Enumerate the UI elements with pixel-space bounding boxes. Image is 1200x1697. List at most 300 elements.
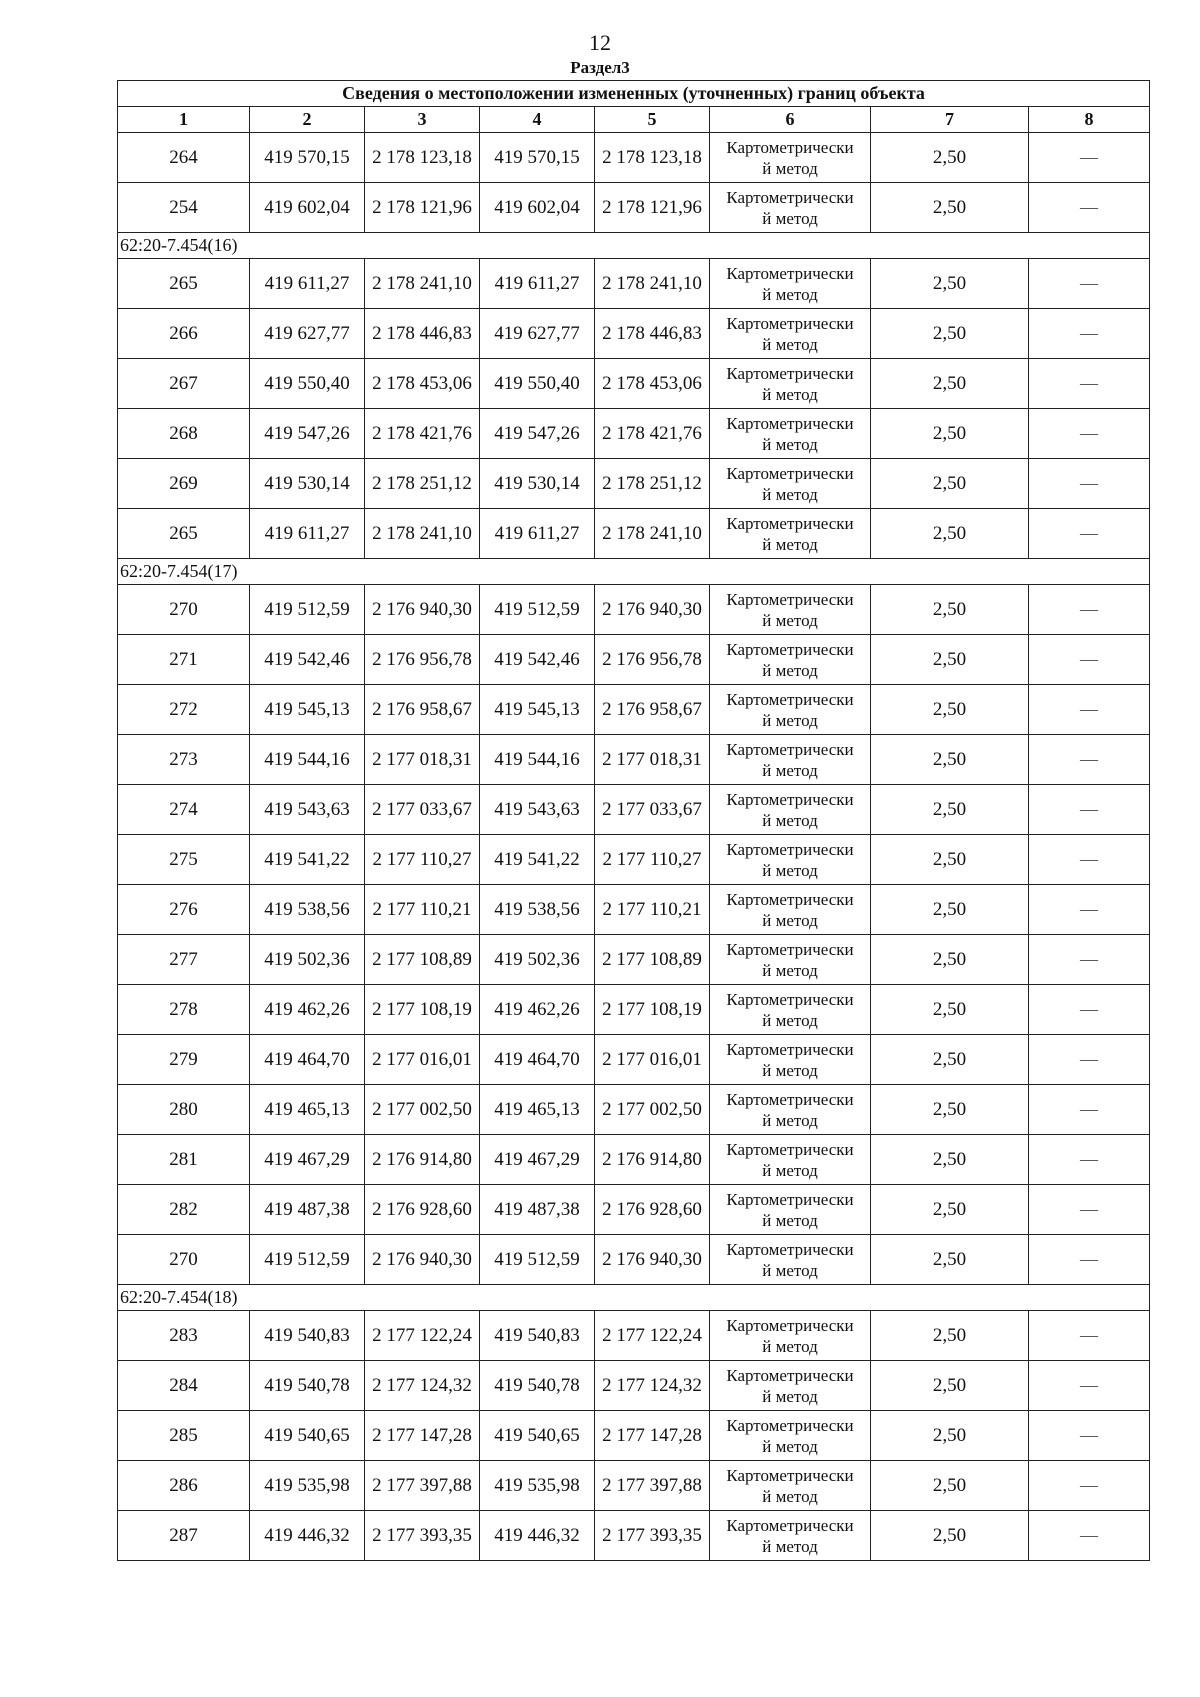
coordinate-cell: 419 611,27 bbox=[480, 259, 595, 309]
point-number-cell: 286 bbox=[118, 1461, 250, 1511]
coordinate-cell: 2 176 956,78 bbox=[365, 635, 480, 685]
method-line-2: й метод bbox=[762, 1486, 818, 1506]
method-line-2: й метод bbox=[762, 1160, 818, 1180]
accuracy-cell: 2,50 bbox=[871, 685, 1029, 735]
table-row bbox=[118, 985, 1150, 1035]
coordinate-cell: 2 177 397,88 bbox=[365, 1461, 480, 1511]
method-line-1: Картометрически bbox=[726, 1515, 854, 1535]
coordinate-cell: 419 487,38 bbox=[250, 1185, 365, 1235]
coordinate-cell: 2 176 958,67 bbox=[595, 685, 710, 735]
coordinate-cell: 419 530,14 bbox=[480, 459, 595, 509]
point-number-cell: 282 bbox=[118, 1185, 250, 1235]
method-cell bbox=[710, 409, 871, 459]
coordinate-cell: 419 550,40 bbox=[480, 359, 595, 409]
table-row bbox=[118, 735, 1150, 785]
coordinate-cell: 2 177 033,67 bbox=[365, 785, 480, 835]
method-cell bbox=[710, 1235, 871, 1285]
coordinate-cell: 419 512,59 bbox=[250, 1235, 365, 1285]
coordinate-cell: 2 177 016,01 bbox=[365, 1035, 480, 1085]
note-cell: — bbox=[1029, 1085, 1150, 1135]
point-number-cell: 277 bbox=[118, 935, 250, 985]
method-cell bbox=[710, 1411, 871, 1461]
point-number-cell: 281 bbox=[118, 1135, 250, 1185]
coordinate-cell: 2 177 397,88 bbox=[595, 1461, 710, 1511]
coordinate-cell: 419 602,04 bbox=[480, 183, 595, 233]
coordinate-cell: 2 177 033,67 bbox=[595, 785, 710, 835]
column-number: 3 bbox=[365, 107, 480, 133]
method-cell bbox=[710, 1035, 871, 1085]
coordinate-cell: 2 177 108,89 bbox=[365, 935, 480, 985]
coordinate-cell: 419 540,78 bbox=[250, 1361, 365, 1411]
method-line-2: й метод bbox=[762, 158, 818, 178]
table-row bbox=[118, 1135, 1150, 1185]
point-number-cell: 279 bbox=[118, 1035, 250, 1085]
note-cell: — bbox=[1029, 409, 1150, 459]
point-number-cell: 270 bbox=[118, 585, 250, 635]
coordinate-cell: 2 176 940,30 bbox=[365, 1235, 480, 1285]
method-line-2: й метод bbox=[762, 534, 818, 554]
note-cell: — bbox=[1029, 735, 1150, 785]
column-number: 5 bbox=[595, 107, 710, 133]
method-cell bbox=[710, 359, 871, 409]
coordinate-cell: 2 178 121,96 bbox=[595, 183, 710, 233]
group-label: 62:20-7.454(18) bbox=[118, 1285, 1150, 1311]
table-row bbox=[118, 1085, 1150, 1135]
method-line-1: Картометрически bbox=[726, 137, 854, 157]
method-line-1: Картометрически bbox=[726, 1239, 854, 1259]
group-header-row bbox=[118, 559, 1150, 585]
column-number: 1 bbox=[118, 107, 250, 133]
coordinate-cell: 419 465,13 bbox=[480, 1085, 595, 1135]
coordinate-cell: 419 502,36 bbox=[480, 935, 595, 985]
point-number-cell: 267 bbox=[118, 359, 250, 409]
coordinate-cell: 2 177 147,28 bbox=[595, 1411, 710, 1461]
coordinate-cell: 2 177 110,27 bbox=[595, 835, 710, 885]
method-line-2: й метод bbox=[762, 434, 818, 454]
note-cell: — bbox=[1029, 835, 1150, 885]
method-line-1: Картометрически bbox=[726, 1365, 854, 1385]
method-line-1: Картометрически bbox=[726, 1315, 854, 1335]
method-line-2: й метод bbox=[762, 1336, 818, 1356]
method-line-1: Картометрически bbox=[726, 1139, 854, 1159]
coordinate-cell: 419 512,59 bbox=[250, 585, 365, 635]
table-row bbox=[118, 1511, 1150, 1561]
column-number: 8 bbox=[1029, 107, 1150, 133]
group-header-row bbox=[118, 233, 1150, 259]
method-cell bbox=[710, 1185, 871, 1235]
column-number: 7 bbox=[871, 107, 1029, 133]
coordinate-cell: 2 176 940,30 bbox=[595, 585, 710, 635]
point-number-cell: 269 bbox=[118, 459, 250, 509]
table-caption: Сведения о местоположении измененных (уточненных) границ объекта bbox=[118, 81, 1150, 107]
note-cell: — bbox=[1029, 509, 1150, 559]
coordinate-cell: 419 547,26 bbox=[250, 409, 365, 459]
coordinate-cell: 2 177 018,31 bbox=[365, 735, 480, 785]
table-row bbox=[118, 259, 1150, 309]
coordinate-cell: 2 177 018,31 bbox=[595, 735, 710, 785]
coordinate-cell: 2 177 110,27 bbox=[365, 835, 480, 885]
accuracy-cell: 2,50 bbox=[871, 735, 1029, 785]
coordinate-cell: 2 176 940,30 bbox=[595, 1235, 710, 1285]
coordinate-cell: 2 176 958,67 bbox=[365, 685, 480, 735]
table-row bbox=[118, 1035, 1150, 1085]
coordinate-cell: 419 542,46 bbox=[480, 635, 595, 685]
coordinate-cell: 2 178 241,10 bbox=[365, 509, 480, 559]
point-number-cell: 280 bbox=[118, 1085, 250, 1135]
point-number-cell: 274 bbox=[118, 785, 250, 835]
method-cell bbox=[710, 509, 871, 559]
accuracy-cell: 2,50 bbox=[871, 985, 1029, 1035]
coordinate-cell: 2 178 241,10 bbox=[365, 259, 480, 309]
coordinate-cell: 2 177 002,50 bbox=[365, 1085, 480, 1135]
coordinate-cell: 419 462,26 bbox=[250, 985, 365, 1035]
accuracy-cell: 2,50 bbox=[871, 885, 1029, 935]
method-line-1: Картометрически bbox=[726, 263, 854, 283]
accuracy-cell: 2,50 bbox=[871, 835, 1029, 885]
method-cell bbox=[710, 183, 871, 233]
method-line-2: й метод bbox=[762, 1260, 818, 1280]
method-line-2: й метод bbox=[762, 334, 818, 354]
coordinate-cell: 419 446,32 bbox=[480, 1511, 595, 1561]
point-number-cell: 276 bbox=[118, 885, 250, 935]
method-line-2: й метод bbox=[762, 860, 818, 880]
method-line-2: й метод bbox=[762, 910, 818, 930]
method-cell bbox=[710, 459, 871, 509]
coordinate-cell: 2 178 251,12 bbox=[365, 459, 480, 509]
method-line-1: Картометрически bbox=[726, 989, 854, 1009]
coordinate-cell: 2 178 453,06 bbox=[365, 359, 480, 409]
method-line-1: Картометрически bbox=[726, 1415, 854, 1435]
method-cell bbox=[710, 1511, 871, 1561]
method-line-1: Картометрически bbox=[726, 313, 854, 333]
note-cell: — bbox=[1029, 885, 1150, 935]
coordinate-cell: 419 446,32 bbox=[250, 1511, 365, 1561]
coordinate-cell: 2 178 421,76 bbox=[595, 409, 710, 459]
table-row bbox=[118, 1311, 1150, 1361]
method-cell bbox=[710, 635, 871, 685]
coordinate-cell: 2 177 147,28 bbox=[365, 1411, 480, 1461]
note-cell: — bbox=[1029, 1361, 1150, 1411]
column-number: 6 bbox=[710, 107, 871, 133]
note-cell: — bbox=[1029, 1135, 1150, 1185]
coordinate-cell: 419 544,16 bbox=[250, 735, 365, 785]
method-line-2: й метод bbox=[762, 484, 818, 504]
column-number-row bbox=[118, 107, 1150, 133]
coordinate-cell: 2 178 446,83 bbox=[365, 309, 480, 359]
method-line-2: й метод bbox=[762, 1060, 818, 1080]
group-label: 62:20-7.454(16) bbox=[118, 233, 1150, 259]
coordinate-cell: 2 177 110,21 bbox=[365, 885, 480, 935]
method-line-1: Картометрически bbox=[726, 1465, 854, 1485]
accuracy-cell: 2,50 bbox=[871, 409, 1029, 459]
accuracy-cell: 2,50 bbox=[871, 509, 1029, 559]
method-line-2: й метод bbox=[762, 660, 818, 680]
note-cell: — bbox=[1029, 183, 1150, 233]
point-number-cell: 265 bbox=[118, 509, 250, 559]
coordinate-cell: 2 177 122,24 bbox=[365, 1311, 480, 1361]
method-line-2: й метод bbox=[762, 1210, 818, 1230]
coordinate-cell: 419 467,29 bbox=[480, 1135, 595, 1185]
point-number-cell: 273 bbox=[118, 735, 250, 785]
method-line-2: й метод bbox=[762, 1436, 818, 1456]
coordinate-cell: 419 465,13 bbox=[250, 1085, 365, 1135]
table-row bbox=[118, 133, 1150, 183]
method-cell bbox=[710, 985, 871, 1035]
table-row bbox=[118, 459, 1150, 509]
coordinate-cell: 419 611,27 bbox=[480, 509, 595, 559]
accuracy-cell: 2,50 bbox=[871, 1085, 1029, 1135]
table-caption-row bbox=[118, 81, 1150, 107]
coordinate-cell: 419 545,13 bbox=[250, 685, 365, 735]
method-cell bbox=[710, 935, 871, 985]
point-number-cell: 275 bbox=[118, 835, 250, 885]
coordinate-cell: 419 538,56 bbox=[480, 885, 595, 935]
note-cell: — bbox=[1029, 133, 1150, 183]
point-number-cell: 266 bbox=[118, 309, 250, 359]
coordinate-cell: 2 177 108,19 bbox=[595, 985, 710, 1035]
coordinate-cell: 419 627,77 bbox=[250, 309, 365, 359]
note-cell: — bbox=[1029, 1511, 1150, 1561]
note-cell: — bbox=[1029, 585, 1150, 635]
accuracy-cell: 2,50 bbox=[871, 1361, 1029, 1411]
accuracy-cell: 2,50 bbox=[871, 635, 1029, 685]
table-row bbox=[118, 309, 1150, 359]
method-line-1: Картометрически bbox=[726, 689, 854, 709]
coordinate-cell: 419 530,14 bbox=[250, 459, 365, 509]
table-row bbox=[118, 1185, 1150, 1235]
method-line-1: Картометрически bbox=[726, 413, 854, 433]
point-number-cell: 283 bbox=[118, 1311, 250, 1361]
group-label: 62:20-7.454(17) bbox=[118, 559, 1150, 585]
coordinate-cell: 2 176 928,60 bbox=[365, 1185, 480, 1235]
method-line-1: Картометрически bbox=[726, 789, 854, 809]
table-row bbox=[118, 409, 1150, 459]
coordinate-cell: 419 541,22 bbox=[480, 835, 595, 885]
coordinate-cell: 2 177 393,35 bbox=[365, 1511, 480, 1561]
method-line-2: й метод bbox=[762, 384, 818, 404]
accuracy-cell: 2,50 bbox=[871, 785, 1029, 835]
table-row bbox=[118, 585, 1150, 635]
table-row bbox=[118, 1461, 1150, 1511]
coordinate-cell: 2 178 421,76 bbox=[365, 409, 480, 459]
point-number-cell: 270 bbox=[118, 1235, 250, 1285]
method-line-1: Картометрически bbox=[726, 187, 854, 207]
method-line-1: Картометрически bbox=[726, 1039, 854, 1059]
coordinate-cell: 419 547,26 bbox=[480, 409, 595, 459]
method-line-1: Картометрически bbox=[726, 1089, 854, 1109]
coordinate-cell: 419 512,59 bbox=[480, 585, 595, 635]
coordinate-cell: 419 542,46 bbox=[250, 635, 365, 685]
coordinate-cell: 2 177 124,32 bbox=[595, 1361, 710, 1411]
table-row bbox=[118, 635, 1150, 685]
method-cell bbox=[710, 835, 871, 885]
accuracy-cell: 2,50 bbox=[871, 1035, 1029, 1085]
accuracy-cell: 2,50 bbox=[871, 309, 1029, 359]
accuracy-cell: 2,50 bbox=[871, 1511, 1029, 1561]
table-row bbox=[118, 885, 1150, 935]
method-cell bbox=[710, 1361, 871, 1411]
method-line-1: Картометрически bbox=[726, 939, 854, 959]
method-line-2: й метод bbox=[762, 208, 818, 228]
group-header-row bbox=[118, 1285, 1150, 1311]
coordinate-cell: 419 502,36 bbox=[250, 935, 365, 985]
method-line-2: й метод bbox=[762, 284, 818, 304]
point-number-cell: 271 bbox=[118, 635, 250, 685]
coordinate-cell: 2 177 124,32 bbox=[365, 1361, 480, 1411]
coordinate-cell: 419 544,16 bbox=[480, 735, 595, 785]
accuracy-cell: 2,50 bbox=[871, 1461, 1029, 1511]
accuracy-cell: 2,50 bbox=[871, 1411, 1029, 1461]
point-number-cell: 265 bbox=[118, 259, 250, 309]
method-cell bbox=[710, 1311, 871, 1361]
table-row bbox=[118, 509, 1150, 559]
coordinate-cell: 419 570,15 bbox=[250, 133, 365, 183]
method-cell bbox=[710, 1135, 871, 1185]
note-cell: — bbox=[1029, 1311, 1150, 1361]
coordinate-cell: 2 177 016,01 bbox=[595, 1035, 710, 1085]
coordinate-cell: 419 570,15 bbox=[480, 133, 595, 183]
coordinate-cell: 2 178 241,10 bbox=[595, 259, 710, 309]
boundary-coordinates-table bbox=[117, 80, 1150, 1561]
table-row bbox=[118, 1361, 1150, 1411]
coordinate-cell: 419 540,78 bbox=[480, 1361, 595, 1411]
coordinate-cell: 2 177 122,24 bbox=[595, 1311, 710, 1361]
point-number-cell: 268 bbox=[118, 409, 250, 459]
coordinate-cell: 2 178 251,12 bbox=[595, 459, 710, 509]
method-line-2: й метод bbox=[762, 610, 818, 630]
method-line-1: Картометрически bbox=[726, 639, 854, 659]
accuracy-cell: 2,50 bbox=[871, 359, 1029, 409]
note-cell: — bbox=[1029, 1235, 1150, 1285]
method-cell bbox=[710, 309, 871, 359]
coordinate-cell: 2 178 123,18 bbox=[595, 133, 710, 183]
coordinate-cell: 419 462,26 bbox=[480, 985, 595, 1035]
method-line-1: Картометрически bbox=[726, 739, 854, 759]
accuracy-cell: 2,50 bbox=[871, 585, 1029, 635]
method-line-2: й метод bbox=[762, 1536, 818, 1556]
coordinate-cell: 419 602,04 bbox=[250, 183, 365, 233]
coordinate-cell: 2 176 914,80 bbox=[365, 1135, 480, 1185]
note-cell: — bbox=[1029, 935, 1150, 985]
accuracy-cell: 2,50 bbox=[871, 259, 1029, 309]
note-cell: — bbox=[1029, 1185, 1150, 1235]
page-number: 12 bbox=[589, 30, 611, 55]
method-cell bbox=[710, 685, 871, 735]
accuracy-cell: 2,50 bbox=[871, 459, 1029, 509]
method-line-2: й метод bbox=[762, 710, 818, 730]
method-line-1: Картометрически bbox=[726, 1189, 854, 1209]
coordinate-cell: 2 176 928,60 bbox=[595, 1185, 710, 1235]
coordinate-cell: 419 540,83 bbox=[480, 1311, 595, 1361]
note-cell: — bbox=[1029, 985, 1150, 1035]
point-number-cell: 287 bbox=[118, 1511, 250, 1561]
accuracy-cell: 2,50 bbox=[871, 183, 1029, 233]
note-cell: — bbox=[1029, 1411, 1150, 1461]
coordinate-cell: 419 545,13 bbox=[480, 685, 595, 735]
coordinate-cell: 419 611,27 bbox=[250, 509, 365, 559]
coordinate-cell: 419 464,70 bbox=[480, 1035, 595, 1085]
method-line-1: Картометрически bbox=[726, 889, 854, 909]
column-number: 4 bbox=[480, 107, 595, 133]
coordinate-cell: 2 178 123,18 bbox=[365, 133, 480, 183]
coordinate-cell: 2 177 002,50 bbox=[595, 1085, 710, 1135]
point-number-cell: 264 bbox=[118, 133, 250, 183]
method-cell bbox=[710, 735, 871, 785]
coordinate-cell: 419 541,22 bbox=[250, 835, 365, 885]
method-line-1: Картометрически bbox=[726, 363, 854, 383]
coordinate-cell: 2 178 121,96 bbox=[365, 183, 480, 233]
coordinate-cell: 2 177 108,19 bbox=[365, 985, 480, 1035]
method-line-2: й метод bbox=[762, 1386, 818, 1406]
method-line-2: й метод bbox=[762, 960, 818, 980]
method-line-1: Картометрически bbox=[726, 513, 854, 533]
method-cell bbox=[710, 1085, 871, 1135]
coordinate-cell: 2 176 956,78 bbox=[595, 635, 710, 685]
coordinate-cell: 419 535,98 bbox=[250, 1461, 365, 1511]
method-line-2: й метод bbox=[762, 810, 818, 830]
coordinate-cell: 419 540,65 bbox=[250, 1411, 365, 1461]
coordinate-cell: 2 178 446,83 bbox=[595, 309, 710, 359]
accuracy-cell: 2,50 bbox=[871, 133, 1029, 183]
note-cell: — bbox=[1029, 785, 1150, 835]
method-cell bbox=[710, 785, 871, 835]
accuracy-cell: 2,50 bbox=[871, 1311, 1029, 1361]
coordinate-cell: 419 540,83 bbox=[250, 1311, 365, 1361]
coordinate-cell: 419 538,56 bbox=[250, 885, 365, 935]
table-row bbox=[118, 1411, 1150, 1461]
note-cell: — bbox=[1029, 1035, 1150, 1085]
method-line-2: й метод bbox=[762, 1010, 818, 1030]
coordinate-cell: 419 611,27 bbox=[250, 259, 365, 309]
coordinate-cell: 419 627,77 bbox=[480, 309, 595, 359]
coordinate-cell: 2 177 108,89 bbox=[595, 935, 710, 985]
section-title: Раздел3 bbox=[570, 58, 630, 77]
method-cell bbox=[710, 259, 871, 309]
coordinate-cell: 419 487,38 bbox=[480, 1185, 595, 1235]
note-cell: — bbox=[1029, 1461, 1150, 1511]
accuracy-cell: 2,50 bbox=[871, 935, 1029, 985]
note-cell: — bbox=[1029, 359, 1150, 409]
point-number-cell: 278 bbox=[118, 985, 250, 1035]
column-number: 2 bbox=[250, 107, 365, 133]
method-cell bbox=[710, 885, 871, 935]
coordinate-cell: 2 177 110,21 bbox=[595, 885, 710, 935]
coordinate-cell: 419 464,70 bbox=[250, 1035, 365, 1085]
method-cell bbox=[710, 585, 871, 635]
method-cell bbox=[710, 133, 871, 183]
coordinate-cell: 2 177 393,35 bbox=[595, 1511, 710, 1561]
coordinate-cell: 419 535,98 bbox=[480, 1461, 595, 1511]
method-cell bbox=[710, 1461, 871, 1511]
accuracy-cell: 2,50 bbox=[871, 1185, 1029, 1235]
accuracy-cell: 2,50 bbox=[871, 1235, 1029, 1285]
coordinate-cell: 2 178 241,10 bbox=[595, 509, 710, 559]
table-row bbox=[118, 935, 1150, 985]
method-line-2: й метод bbox=[762, 1110, 818, 1130]
coordinate-cell: 2 178 453,06 bbox=[595, 359, 710, 409]
point-number-cell: 254 bbox=[118, 183, 250, 233]
note-cell: — bbox=[1029, 635, 1150, 685]
table-row bbox=[118, 685, 1150, 735]
point-number-cell: 284 bbox=[118, 1361, 250, 1411]
note-cell: — bbox=[1029, 259, 1150, 309]
coordinate-cell: 419 467,29 bbox=[250, 1135, 365, 1185]
note-cell: — bbox=[1029, 685, 1150, 735]
accuracy-cell: 2,50 bbox=[871, 1135, 1029, 1185]
table-row bbox=[118, 835, 1150, 885]
table-row bbox=[118, 183, 1150, 233]
coordinate-cell: 2 176 914,80 bbox=[595, 1135, 710, 1185]
